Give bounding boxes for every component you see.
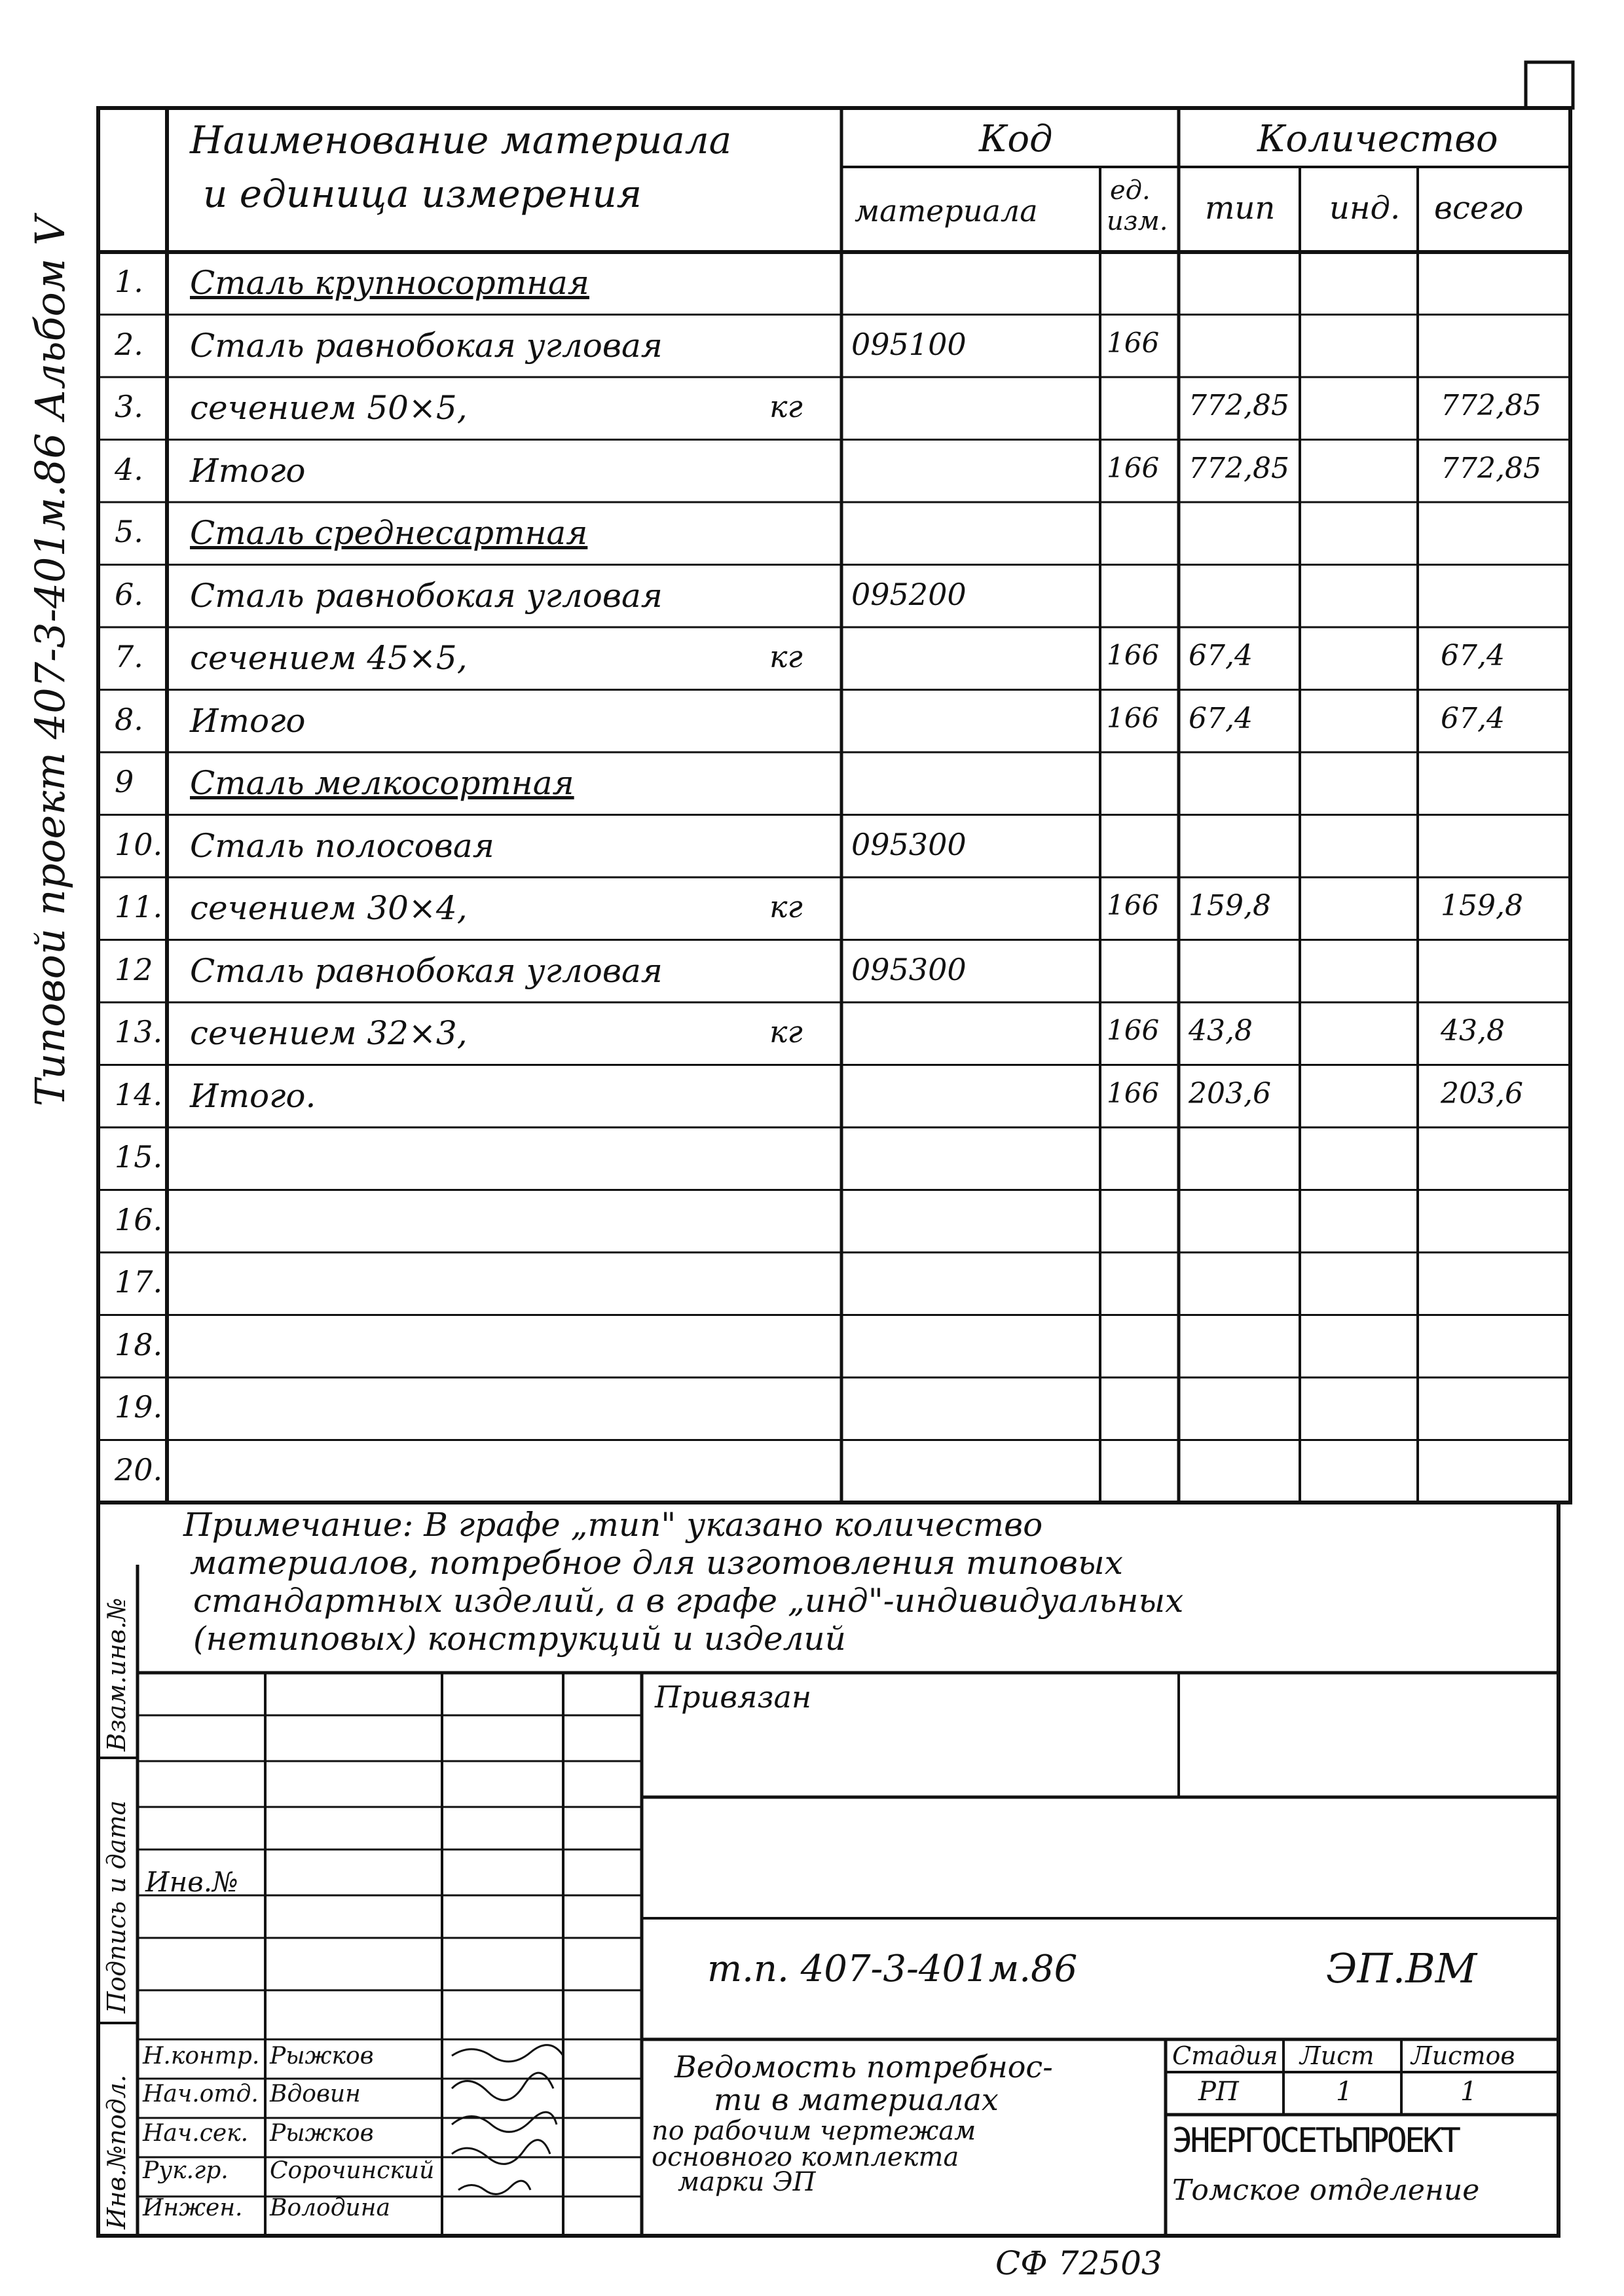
note-line1: Примечание: В графе „тип" указано количество <box>183 1506 1043 1544</box>
header-name-line1: Наименование материала <box>190 118 732 162</box>
row-total: 203,6 <box>1441 1076 1523 1110</box>
note-line3: стандартных изделий, а в графе „инд"-индивидуальных <box>193 1582 1184 1620</box>
row-code: 095300 <box>851 826 967 862</box>
row-code: 095100 <box>851 326 967 362</box>
row-name: Сталь крупносортная <box>190 264 589 302</box>
row-unit: 166 <box>1107 889 1160 921</box>
header-total: всего <box>1434 190 1524 227</box>
row-unit: 166 <box>1107 1014 1160 1046</box>
row-tip: 772,85 <box>1189 451 1289 485</box>
row-unit: 166 <box>1107 326 1160 359</box>
stamp-title-line4: основного комплекта <box>652 2142 959 2172</box>
stamp-title-line2: ти в материалах <box>714 2082 999 2117</box>
header-ind: инд. <box>1329 190 1401 227</box>
row-name: Сталь равнобокая угловая <box>190 326 663 365</box>
row-tip: 203,6 <box>1189 1076 1271 1110</box>
stamp-title-line5: марки ЭП <box>678 2167 816 2197</box>
row-name: Итого <box>190 701 306 740</box>
row-number: 9 <box>115 764 134 799</box>
row-name: сечением 50×5, <box>190 389 468 427</box>
row-unit: 166 <box>1107 451 1160 484</box>
stamp-dept: Томское отделение <box>1172 2174 1480 2207</box>
stamp-mark: ЭП.ВМ <box>1326 1944 1477 1992</box>
row-total: 67,4 <box>1441 701 1505 735</box>
row-number: 18. <box>115 1326 163 1362</box>
row-total: 772,85 <box>1441 389 1541 422</box>
signer-role: Нач.сек. <box>143 2120 249 2147</box>
stamp-project-code: т.п. 407-3-401м.86 <box>707 1948 1078 1990</box>
header-code: Код <box>979 118 1053 160</box>
header-tip: тип <box>1205 190 1276 227</box>
signer-role: Нач.отд. <box>143 2081 259 2107</box>
row-number: 17. <box>115 1264 163 1300</box>
row-name: Сталь равнобокая угловая <box>190 576 663 615</box>
signer-role: Рук.гр. <box>143 2157 229 2184</box>
row-number: 16. <box>115 1201 163 1237</box>
header-unit-line2: изм. <box>1107 206 1168 236</box>
row-number: 3. <box>115 389 143 424</box>
signer-role: Н.контр. <box>143 2043 260 2069</box>
row-unit: 166 <box>1107 701 1160 734</box>
row-name: Итого <box>190 451 306 490</box>
row-name: сечением 30×4, <box>190 889 468 927</box>
row-number: 19. <box>115 1389 163 1425</box>
row-code: 095300 <box>851 951 967 987</box>
signer-name: Сорочинский <box>270 2157 435 2184</box>
row-name: Сталь полосовая <box>190 826 494 865</box>
margin-inv-podl: Инв.№подл. <box>102 2074 131 2229</box>
row-unit-suffix: кг <box>769 1014 803 1049</box>
stamp-stage-label: Стадия <box>1172 2041 1278 2070</box>
row-unit: 166 <box>1107 1076 1160 1109</box>
row-tip: 67,4 <box>1189 701 1253 735</box>
row-number: 10. <box>115 826 163 862</box>
stamp-stage: РП <box>1198 2077 1239 2107</box>
row-number: 13. <box>115 1014 163 1049</box>
row-number: 12 <box>115 951 153 987</box>
header-qty: Количество <box>1257 118 1498 160</box>
row-tip: 159,8 <box>1189 889 1271 922</box>
header-unit-line1: ед. <box>1110 175 1151 206</box>
row-unit: 166 <box>1107 639 1160 671</box>
note-line2: материалов, потребное для изготовления типовых <box>190 1544 1123 1582</box>
margin-vzam-inv: Взам.инв.№ <box>102 1597 131 1751</box>
row-name: сечением 32×3, <box>190 1014 468 1052</box>
stamp-privyazan: Привязан <box>655 1679 812 1715</box>
stamp-title-line1: Ведомость потребнос- <box>674 2049 1053 2085</box>
row-number: 2. <box>115 326 143 362</box>
note-line4: (нетиповых) конструкций и изделий <box>193 1620 846 1658</box>
footer-code: СФ 72503 <box>995 2244 1162 2282</box>
row-name: сечением 45×5, <box>190 639 468 677</box>
row-tip: 772,85 <box>1189 389 1289 422</box>
signer-name: Вдовин <box>270 2081 361 2107</box>
margin-signature-date: Подпись и дата <box>102 1800 131 2013</box>
row-name: Сталь равнобокая угловая <box>190 951 663 990</box>
row-number: 6. <box>115 576 143 612</box>
stamp-sheet-label: Лист <box>1300 2041 1375 2070</box>
row-number: 20. <box>115 1451 163 1487</box>
signer-name: Рыжков <box>270 2120 374 2147</box>
row-unit-suffix: кг <box>769 389 803 424</box>
signer-role: Инжен. <box>143 2195 243 2221</box>
header-material: материала <box>855 193 1038 228</box>
row-number: 8. <box>115 701 143 737</box>
row-code: 095200 <box>851 576 967 612</box>
row-tip: 43,8 <box>1189 1014 1253 1048</box>
stamp-org: ЭНЕРГОСЕТЬПРОЕКТ <box>1172 2121 1458 2160</box>
row-total: 43,8 <box>1441 1014 1505 1048</box>
row-number: 4. <box>115 451 143 487</box>
stamp-sheet: 1 <box>1336 2077 1353 2107</box>
row-total: 772,85 <box>1441 451 1541 485</box>
row-number: 14. <box>115 1076 163 1112</box>
side-label: Типовой проект 407-3-401м.86 Альбом V <box>26 216 74 1106</box>
row-number: 15. <box>115 1139 163 1175</box>
stamp-inv-no: Инв.№ <box>145 1866 238 1898</box>
signer-name: Рыжков <box>270 2043 374 2069</box>
row-name: Итого. <box>190 1076 316 1115</box>
row-number: 5. <box>115 514 143 549</box>
row-total: 67,4 <box>1441 639 1505 672</box>
row-total: 159,8 <box>1441 889 1523 922</box>
stamp-sheets: 1 <box>1460 2077 1477 2107</box>
row-number: 11. <box>115 889 163 924</box>
row-name: Сталь мелкосортная <box>190 764 574 802</box>
row-name: Сталь среднесартная <box>190 514 588 552</box>
row-number: 1. <box>115 264 143 299</box>
row-number: 7. <box>115 639 143 674</box>
row-unit-suffix: кг <box>769 639 803 674</box>
signer-name: Володина <box>270 2195 390 2221</box>
stamp-sheets-label: Листов <box>1411 2041 1515 2070</box>
header-name-line2: и единица измерения <box>203 172 642 216</box>
row-unit-suffix: кг <box>769 889 803 924</box>
row-tip: 67,4 <box>1189 639 1253 672</box>
stamp-title-line3: по рабочим чертежам <box>652 2116 976 2146</box>
